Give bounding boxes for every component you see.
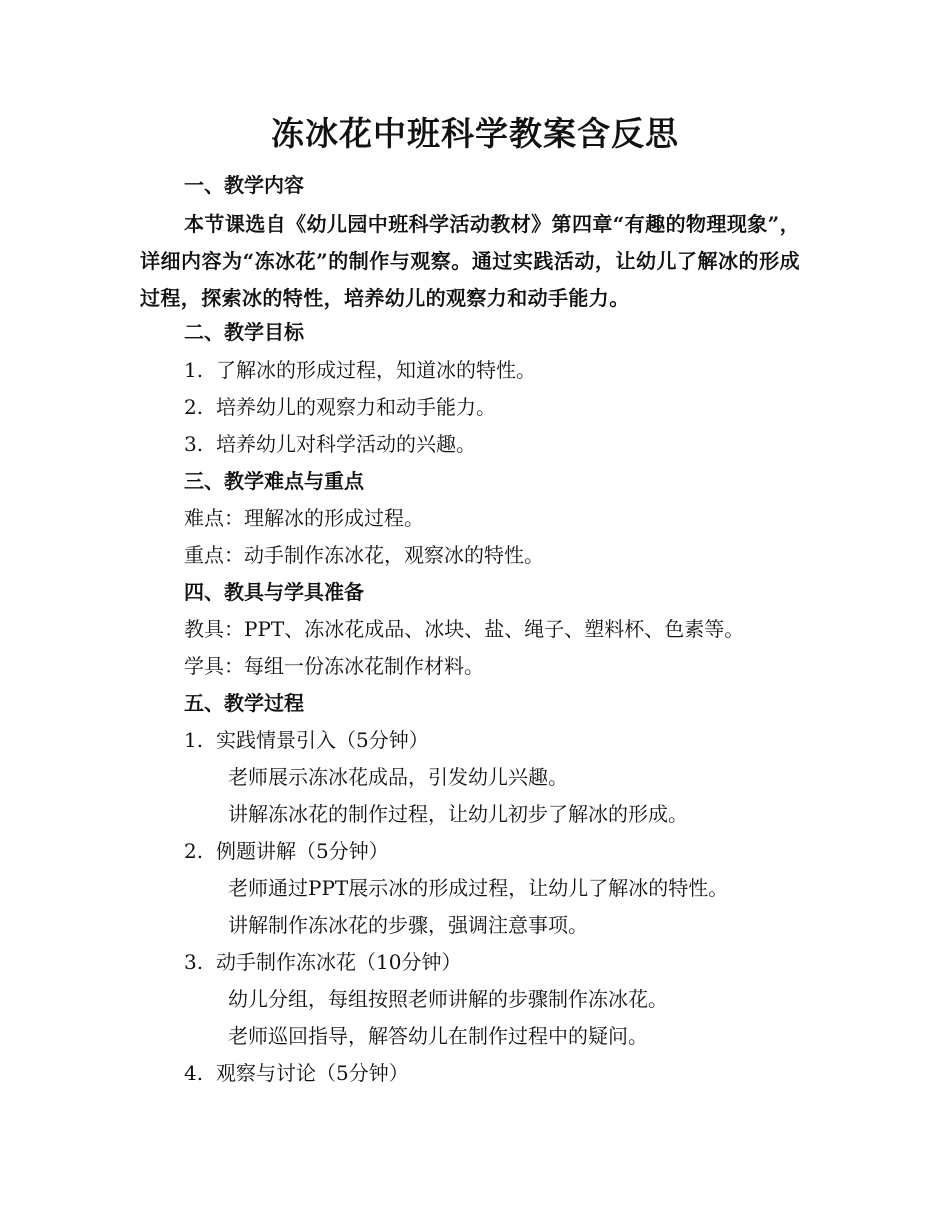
goal-item	[184, 356, 536, 384]
step-detail: 讲解制作冻冰花的步骤，强调注意事项。	[228, 913, 588, 937]
step-detail: 幼儿分组，每组按照老师讲解的步骤制作冻冰花。	[228, 987, 668, 1011]
process-step	[184, 726, 429, 754]
goal-text: 培养幼儿的观察力和动手能力。	[216, 395, 496, 419]
section-heading-materials: 四、教具与学具准备	[184, 580, 364, 604]
keypoint-line: 重点：动手制作冻冰花，观察冰的特性。	[184, 543, 544, 567]
step-number: 3.	[184, 950, 204, 974]
step-number: 4.	[184, 1061, 204, 1085]
section-heading-goals: 二、教学目标	[184, 320, 304, 344]
goal-number: 2.	[184, 395, 204, 419]
student-materials-line: 学具：每组一份冻冰花制作材料。	[184, 654, 484, 678]
step-detail: 讲解冻冰花的制作过程，让幼儿初步了解冰的形成。	[228, 802, 688, 826]
step-detail: 老师展示冻冰花成品，引发幼儿兴趣。	[228, 765, 568, 789]
goal-item	[184, 430, 476, 458]
process-step	[184, 1059, 409, 1087]
teaching-aids-line: 教具：PPT、冻冰花成品、冰块、盐、绳子、塑料杯、色素等。	[184, 617, 745, 641]
step-number: 2.	[184, 839, 204, 863]
goal-number: 1.	[184, 358, 204, 382]
goal-text: 了解冰的形成过程，知道冰的特性。	[216, 358, 536, 382]
section-heading-difficulties: 三、教学难点与重点	[184, 469, 364, 493]
process-step	[184, 948, 461, 976]
step-detail: 老师巡回指导，解答幼儿在制作过程中的疑问。	[228, 1024, 648, 1048]
difficulty-line: 难点：理解冰的形成过程。	[184, 506, 424, 530]
step-detail: 老师通过PPT展示冰的形成过程，让幼儿了解冰的特性。	[228, 876, 729, 900]
step-title: 实践情景引入（5分钟）	[216, 728, 429, 752]
step-title: 动手制作冻冰花（10分钟）	[216, 950, 462, 974]
content-paragraph: 本节课选自《幼儿园中班科学活动教材》第四章“有趣的物理现象”，详细内容为“冻冰花”的制作与观察。通过实践活动，让幼儿了解冰的形成过程，探索冰的特性，培养幼儿的观察力和动手能力。	[140, 212, 800, 310]
step-number: 1.	[184, 728, 204, 752]
document-title: 冻冰花中班科学教案含反思	[271, 114, 679, 153]
process-step	[184, 837, 389, 865]
section-heading-process: 五、教学过程	[184, 691, 304, 715]
goal-text: 培养幼儿对科学活动的兴趣。	[216, 432, 476, 456]
section-heading-content: 一、教学内容	[184, 173, 304, 197]
goal-number: 3.	[184, 432, 204, 456]
goal-item	[184, 393, 496, 421]
step-title: 观察与讨论（5分钟）	[216, 1061, 409, 1085]
step-title: 例题讲解（5分钟）	[216, 839, 389, 863]
